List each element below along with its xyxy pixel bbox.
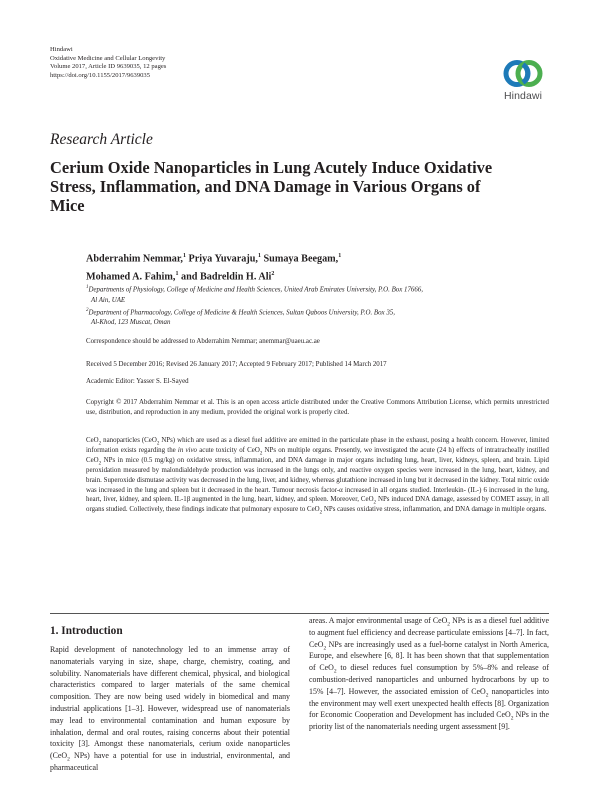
intro-column-right [309, 615, 549, 733]
publisher-name: Hindawi [50, 46, 73, 53]
section-heading: 1. Introduction [50, 625, 123, 637]
author-affiliation-mark: 1 [338, 253, 342, 259]
author-list [86, 249, 526, 285]
academic-editor: Academic Editor: Yasser S. El-Sayed [86, 378, 189, 385]
author-affiliation-mark: 2 [271, 270, 275, 277]
journal-name: Oxidative Medicine and Cellular Longevity [50, 54, 166, 62]
hindawi-logo-text: Hindawi [503, 90, 543, 102]
publication-dates: Received 5 December 2016; Revised 26 January 2017; Accepted 9 February 2017; Published 14 March 2017 [86, 361, 387, 368]
affiliation-1-cont: Al Ain, UAE [91, 296, 126, 304]
affiliation-1: $^1$Departments of Physiology, College of Medicine and Health Sciences, United Arab Emirates University, P.O. Box 17666, [86, 285, 423, 294]
journal-info [50, 46, 350, 80]
author-name: Abderrahim Nemmar, [86, 253, 183, 265]
section-divider [50, 613, 549, 614]
doi-link[interactable]: https://doi.org/10.1155/2017/9639035 [50, 71, 151, 79]
affiliations [86, 283, 546, 328]
author-affiliation-mark: 1 [257, 253, 261, 259]
correspondence: Correspondence should be addressed to Abderrahim Nemmar; anemmar@uaeu.ac.ae [86, 338, 320, 345]
abstract: CeO$_2$ nanoparticles (CeO$_2$ NPs) which are used as a diesel fuel additive are emitted in the particulate phase in the exhaust, posing a health concern. However, limited information exists regarding the in vivo acute toxicity of CeO$_2$ NPs on multiple organs. Presently, we investigated the acute (24 h) effects of intratracheally instilled CeO$_2$ NPs in mice (0.5 mg/kg) on oxidative stress, inflammation, and DNA damage in major organs including lung, heart, liver, kidneys, spleen, and brain. Lipid peroxidation measured by malondialdehyde production was increased in the lungs only, and reactive oxygen species were increased in the lung, heart, kidney, and brain. Superoxide dismutase activity was decreased in the lung, liver, and kidney, whereas glutathione increased in lung but it decreased in the kidney. Total nitric oxide was increased in the lung and spleen but it decreased in the heart. Tumour necrosis factor-α increased in all organs studied. Interleukin- (IL-) 6 increased in the lung, heart, liver, kidney, and spleen. IL-1β augmented in the lung, heart, kidney, and spleen. Moreover, CeO$_2$ NPs induced DNA damage, assessed by COMET assay, in all organs studied. Collectively, these findings indicate that pulmonary exposure to CeO$_2$ NPs causes oxidative stress, inflammation, and DNA damage in multiple organs. [86, 437, 550, 516]
author-name: Mohamed A. Fahim, [86, 271, 176, 283]
intro-paragraph: Rapid development of nanotechnology led to an immense array of nanomaterials varying in size, shape, charge, chemistry, coating, and solubility. Nanomaterials have different chemical, physical, and biological characteristics compared to larger materials of the same chemical composition. They are now being used widely in biomedical and many industrial applications [1–3]. However, widespread use of nanomaterials may lead to environmental contamination and human exposure by inhalation, dermal and oral routes, raising concerns about their potential toxicity [3]. Amongst these nanomaterials, cerium oxide nanoparticles (CeO$_2$ NPs) have a potential for use in industrial, environmental, and pharmaceutical [50, 645, 290, 772]
intro-paragraph-cont: areas. A major environmental usage of CeO$_2$ NPs is as a diesel fuel additive to augment fuel efficiency and decrease particulate emissions [4–7]. In fact, CeO$_2$ NPs are increasingly used as a fuel-borne catalyst in North America, Europe, and elsewhere [6, 8]. It has been shown that that supplementation of CeO$_2$ to diesel reduces fuel consumption by 5%–8% and release of combustion-derived nanoparticles and unburned hydrocarbons by up to 15% [4–7]. However, the associated emission of CeO$_2$ nanoparticles into the environment may well exert unexpected health effects [8]. Organization for Economic Cooperation and Development has included CeO$_2$ NPs in the priority list of the nanomaterials needing urgent assessment [9]. [309, 616, 550, 732]
author-line-1 [86, 249, 526, 267]
intro-column-left [50, 644, 290, 774]
volume-info: Volume 2017, Article ID 9639035, 12 pages [50, 63, 167, 71]
author-name: Sumaya Beegam, [263, 253, 339, 265]
copyright-notice: Copyright © 2017 Abderrahim Nemmar et al. This is an open access article distributed under the Creative Commons Attribution License, which permits unrestricted use, distribution, and reproduction in any medium, provided the original work is properly cited. [86, 399, 549, 416]
author-name: and Badreldin H. Ali [180, 271, 272, 283]
affiliation-2-cont: Al-Khod, 123 Muscat, Oman [91, 319, 171, 327]
affiliation-2: $^2$Department of Pharmacology, College of Medicine & Health Sciences, Sultan Qaboos University, P.O. Box 35, [86, 307, 395, 316]
author-name: Priya Yuvaraju, [188, 253, 258, 265]
author-affiliation-mark: 1 [182, 253, 186, 259]
article-type: Research Article [50, 131, 153, 148]
author-affiliation-mark: 1 [175, 270, 179, 277]
article-title: Cerium Oxide Nanoparticles in Lung Acutely Induce Oxidative Stress, Inflammation, and DNA Damage in Various Organs of Mice [50, 158, 493, 216]
